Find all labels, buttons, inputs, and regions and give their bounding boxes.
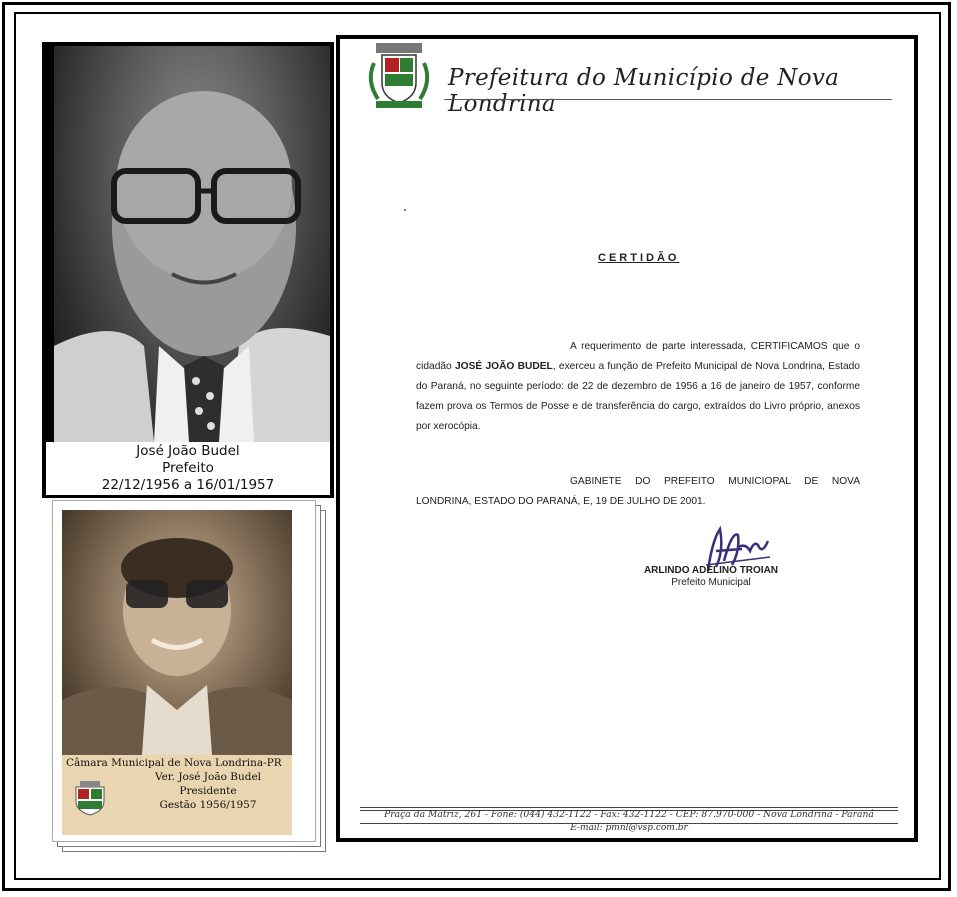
- portrait-role: Prefeito: [162, 460, 214, 476]
- page-speck: [404, 209, 406, 211]
- office-statement: GABINETE DO PREFEITO MUNICIOPAL DE NOVA LONDRINA, ESTADO DO PARANÁ, E, 19 DE JULHO DE 2001.: [416, 476, 860, 507]
- council-institution: Câmara Municipal de Nova Londrina-PR: [66, 757, 282, 769]
- document-header-title: Prefeitura do Município de Nova Londrina: [448, 65, 840, 117]
- portrait-name: José João Budel: [136, 443, 240, 459]
- portrait-photo: [54, 46, 330, 442]
- citizen-name: JOSÉ JOÃO BUDEL: [455, 361, 553, 372]
- municipal-crest-icon: [362, 41, 436, 113]
- signer-role: Prefeito Municipal: [671, 577, 751, 588]
- portrait-card: [42, 42, 334, 498]
- office-paragraph: [416, 472, 860, 512]
- signer-name: ARLINDO ADELINO TROIAN: [643, 565, 779, 576]
- certificate-paragraph: [416, 337, 860, 437]
- document-heading: CERTIDÃO: [598, 252, 680, 264]
- portrait-caption: [46, 442, 330, 495]
- council-term: Gestão 1956/1957: [159, 799, 257, 811]
- certificate-document: [336, 35, 918, 842]
- council-illustration: [62, 510, 292, 755]
- certificate-page: [340, 39, 914, 838]
- footer-email: E-mail: pmnl@vsp.com.br: [570, 823, 688, 833]
- footer-address: Praça da Matriz, 261 - Fone: (044) 432-1122 - Fax: 432-1122 - CEP: 87.970-000 - Nova Londrina - Paraná: [384, 809, 874, 820]
- header-underline: [444, 99, 892, 100]
- council-name: Ver. José João Budel: [154, 771, 262, 783]
- portrait-illustration: [54, 46, 330, 442]
- paragraph-details: , exerceu a função de Prefeito Municipal de Nova Londrina, Estado do Paraná, no seguinte período: de 22 de dezembro de 1956 a 16 de janeiro de 1957, conforme fazem prova os Termos de Posse e de transferência do cargo, extraídos do Livro próprio, anexos por xerocópia.: [416, 361, 860, 432]
- council-photo: [62, 510, 292, 755]
- council-caption: [62, 755, 292, 835]
- paragraph-intro: A requerimento de parte interessada, CERTIFICAMOS que o cidadão: [416, 341, 860, 372]
- council-crest-icon: [70, 777, 110, 817]
- stack-sheet-front: [52, 500, 316, 842]
- signer-block: [576, 565, 846, 589]
- council-photo-stack: [52, 500, 328, 852]
- portrait-term: 22/12/1956 a 16/01/1957: [101, 477, 275, 493]
- council-role: Presidente: [179, 785, 237, 797]
